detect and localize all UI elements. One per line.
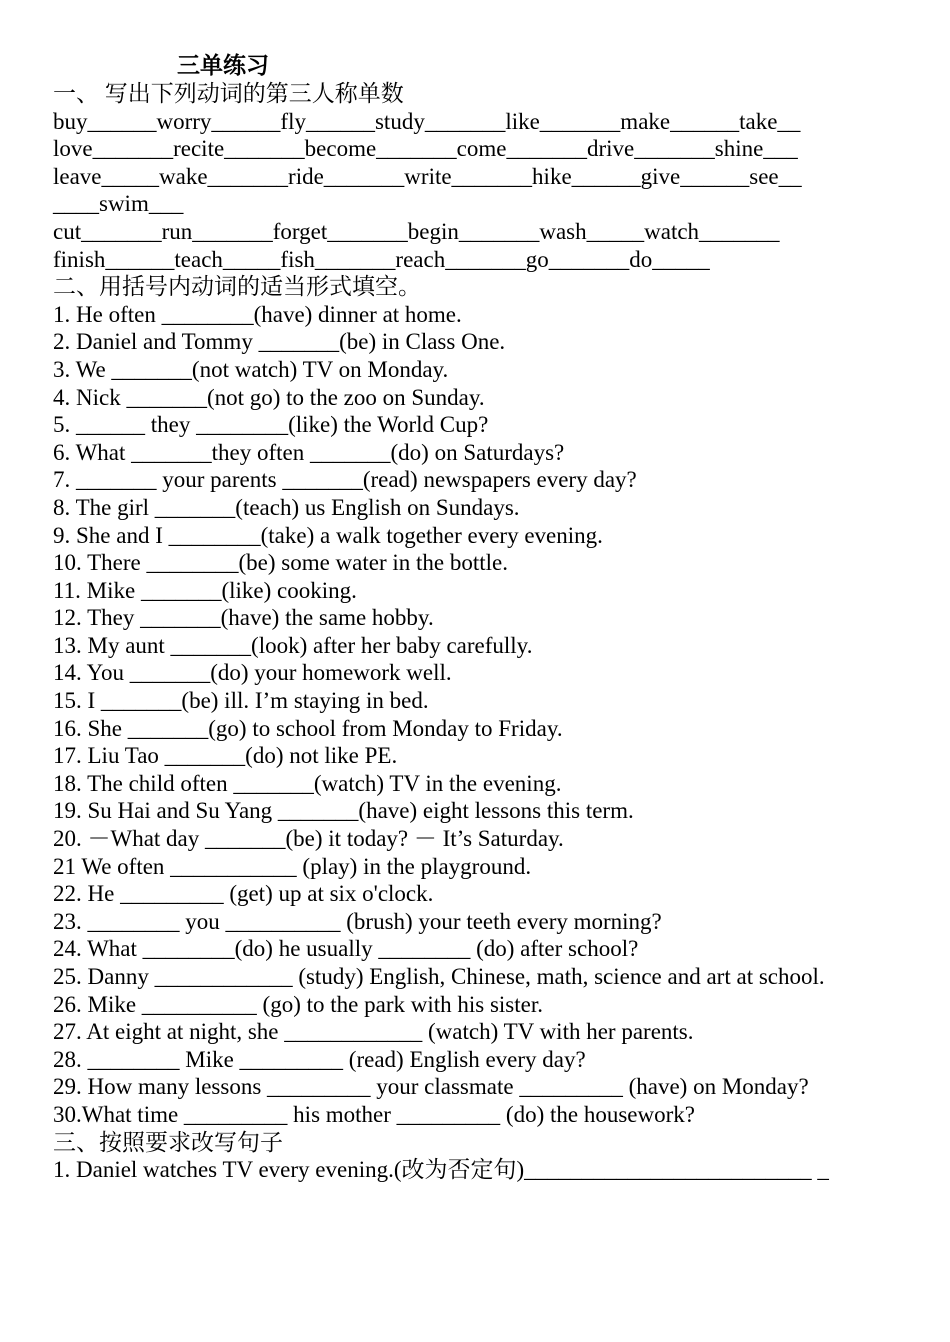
rewrite-item: 1. Daniel watches TV every evening.(改为否定句)_________________________ _: [53, 1157, 829, 1183]
question-item: 27. At eight at night, she ____________ (watch) TV with her parents.: [53, 1019, 694, 1045]
question-item: 8. The girl _______(teach) us English on Sundays.: [53, 494, 520, 520]
question-item: 29. How many lessons _________ your classmate _________ (have) on Monday?: [53, 1074, 809, 1100]
question-list: [53, 301, 898, 1129]
question-item: 24. What ________(do) he usually ________ (do) after school?: [53, 936, 639, 962]
question-item: 2. Daniel and Tommy _______(be) in Class One.: [53, 329, 506, 355]
page-title: 三单练习: [177, 53, 269, 78]
question-item: 16. She _______(go) to school from Monday to Friday.: [53, 715, 563, 741]
question-item: 12. They _______(have) the same hobby.: [53, 605, 434, 631]
verb-line: love_______recite_______become_______come_______drive_______shine___: [53, 136, 798, 162]
verb-line: buy______worry______fly______study_______like_______make______take__: [53, 108, 801, 134]
question-item: 7. _______ your parents _______(read) newspapers every day?: [53, 467, 637, 493]
question-item: 10. There ________(be) some water in the bottle.: [53, 550, 508, 576]
question-item: 11. Mike _______(like) cooking.: [53, 577, 357, 603]
verb-line: leave_____wake_______ride_______write_______hike______give______see__: [53, 163, 802, 189]
question-item: 15. I _______(be) ill. I’m staying in bed.: [53, 688, 429, 714]
verb-line: finish______teach_____fish_______reach_______go_______do_____: [53, 246, 710, 272]
question-item: 25. Danny ____________ (study) English, Chinese, math, science and art at school.: [53, 964, 825, 989]
question-item: 26. Mike __________ (go) to the park with his sister.: [53, 991, 543, 1017]
question-item: 20. －What day _______(be) it today? － It’s Saturday.: [53, 826, 564, 852]
question-item: 21 We often ___________ (play) in the playground.: [53, 853, 532, 879]
question-item: 3. We _______(not watch) TV on Monday.: [53, 356, 449, 382]
question-item: 30.What time _________ his mother _________ (do) the housework?: [53, 1101, 695, 1127]
question-item: 6. What _______they often _______(do) on Saturdays?: [53, 439, 565, 465]
question-item: 19. Su Hai and Su Yang _______(have) eight lessons this term.: [53, 798, 634, 824]
question-item: 4. Nick _______(not go) to the zoo on Sunday.: [53, 384, 485, 410]
verb-list: [53, 108, 898, 274]
question-item: 22. He _________ (get) up at six o'clock.: [53, 881, 434, 907]
question-item: 23. ________ you __________ (brush) your teeth every morning?: [53, 908, 662, 934]
section1-heading: 一、 写出下列动词的第三人称单数: [53, 81, 404, 106]
question-item: 5. ______ they ________(like) the World Cup?: [53, 412, 489, 438]
question-item: 1. He often ________(have) dinner at home.: [53, 301, 462, 327]
question-item: 18. The child often _______(watch) TV in the evening.: [53, 770, 562, 796]
rewrite-list: [53, 1156, 898, 1184]
question-item: 17. Liu Tao _______(do) not like PE.: [53, 743, 398, 769]
question-item: 13. My aunt _______(look) after her baby carefully.: [53, 632, 533, 658]
question-item: 14. You _______(do) your homework well.: [53, 660, 452, 686]
verb-line: cut_______run_______forget_______begin_______wash_____watch_______: [53, 218, 780, 244]
question-item: 28. ________ Mike _________ (read) English every day?: [53, 1046, 586, 1072]
section2-heading: 二、用括号内动词的适当形式填空。: [53, 274, 421, 300]
section3-heading: 三、按照要求改写句子: [53, 1129, 283, 1155]
verb-line: ____swim___: [53, 191, 184, 217]
question-item: 9. She and I ________(take) a walk together every evening.: [53, 522, 603, 548]
